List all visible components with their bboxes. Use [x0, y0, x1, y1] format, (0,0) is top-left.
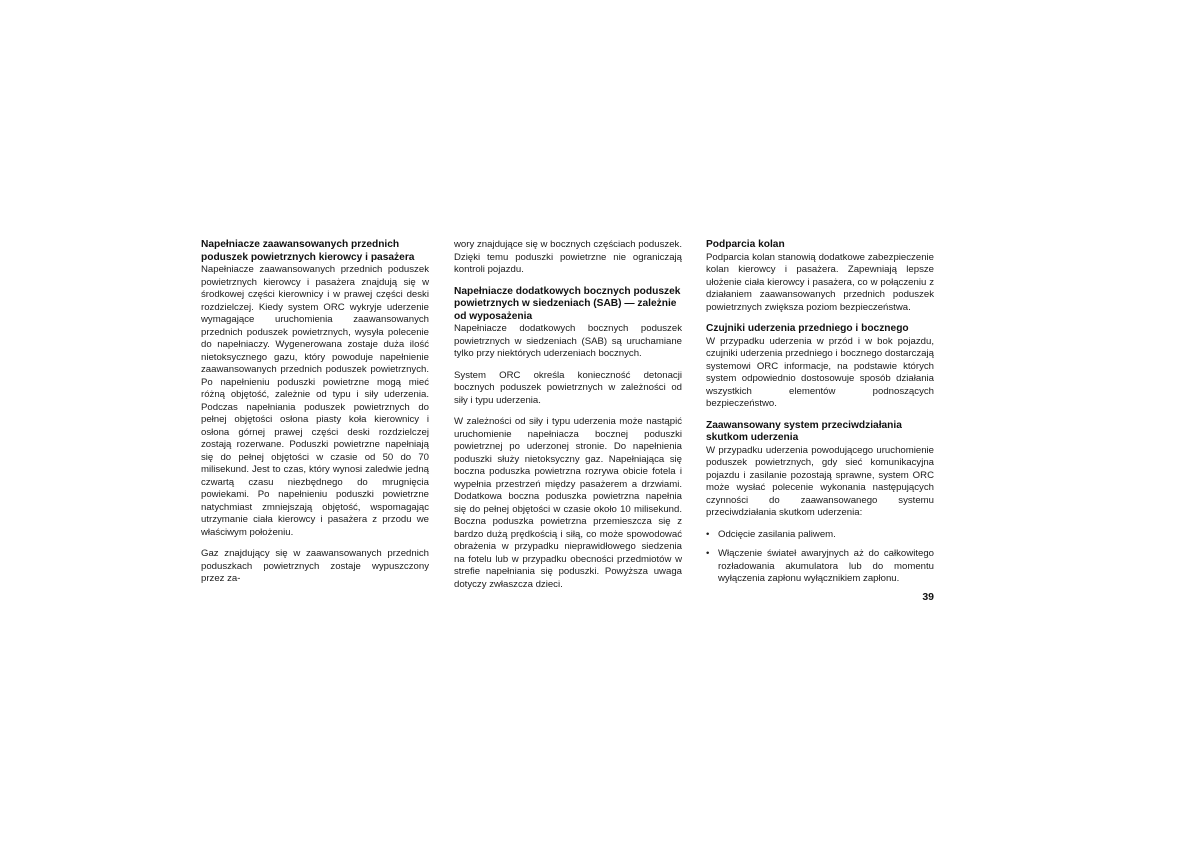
paragraph: wory znajdujące się w bocznych częściach poduszek. Dzięki temu poduszki powietrzne nie ograniczają kontroli pojazdu. [454, 239, 682, 275]
text-column-3 [706, 239, 934, 593]
bullet-icon: • [706, 548, 710, 559]
list-item [706, 529, 934, 542]
section-heading: Podparcia kolan [706, 239, 785, 250]
paragraph: W zależności od siły i typu uderzenia może nastąpić uruchomienie napełniacza bocznej poduszki powietrznej po uderzonej stronie. Do napełnienia poduszki służy nietoksyczny gaz. Napełniająca się boczna poduszka powietrzna rozrywa obicie fotela i wypełnia przestrzeń między pasażerem a drzwiami. Dodatkowa boczna poduszka powietrzna napełnia się do pełnej objętości w czasie około 10 milisekund. Boczna poduszka powietrzna przemieszcza się z bardzo dużą prędkością i siłą, co może spowodować obrażenia w przypadku nieprawidłowego siedzenia na fotelu lub w przypadku obecności przedmiotów w strefie napełniania się poduszki. Powyższa uwaga dotyczy zwłaszcza dzieci. [454, 416, 682, 590]
section-front-airbag-inflators [201, 239, 429, 586]
section-heading: Napełniacze dodatkowych bocznych poduszek powietrznych w siedzeniach (SAB) — zależnie od wyposażenia [454, 285, 681, 322]
text-column-1 [201, 239, 429, 595]
list-item-text: Odcięcie zasilania paliwem. [718, 528, 836, 540]
section-impact-sensors [706, 323, 934, 411]
bullet-list [706, 529, 934, 586]
section-side-airbag-inflators [454, 286, 682, 592]
section-continuation [454, 239, 682, 277]
list-item-text: Włączenie świateł awaryjnych aż do całkowitego rozładowania akumulatora lub do momentu wyłączenia zapłonu wyłącznikiem zapłonu. [718, 548, 934, 584]
section-enhanced-accident-response [706, 420, 934, 586]
page-number: 39 [922, 591, 934, 603]
paragraph: W przypadku uderzenia w przód i w bok pojazdu, czujniki uderzenia przedniego i bocznego dostarczają systemowi ORC informacje, na podstawie których system odpowiednio dostosowuje sposób działania wszystkich elementów podnoszących bezpieczeństwo. [706, 335, 934, 409]
paragraph: Napełniacze zaawansowanych przednich poduszek powietrznych kierowcy i pasażera znajdują się w środkowej części kierownicy i w prawej części deski rozdzielczej. Kiedy system ORC wykryje uderzenie wymagające uruchomienia zaawansowanych przednich poduszek powietrznych, wysyła polecenie do napełniaczy. Wygenerowana zostaje duża ilość nietoksycznego gazu, który powoduje napełnienie zaawansowanych przednich poduszek powietrznych. Po napełnieniu poduszki powietrzne mogą mieć różną objętość, zależnie od typu i siły uderzenia. Podczas napełniania poduszek powietrznych do pełnej objętości osłona piasty koła kierownicy i osłona górnej prawej części deski rozdzielczej zostają rozerwane. Poduszki powietrzne napełniają się do pełnej objętości w czasie od 50 do 70 milisekund. Jest to czas, który wynosi zaledwie jedną czwartą czasu niezbędnego do mrugnięcia powiekami. Po napełnieniu poduszki powietrzne natychmiast zmniejszają objętość, wspomagając utrzymanie ciała kierowcy i pasażera z przodu we właściwym położeniu. [201, 264, 429, 538]
paragraph: Napełniacze dodatkowych bocznych poduszek powietrznych w siedzeniach (SAB) są uruchamiane tylko przy niektórych uderzeniach bocznych. [454, 323, 682, 359]
section-heading: Napełniacze zaawansowanych przednich poduszek powietrznych kierowcy i pasażera [201, 239, 415, 263]
paragraph: W przypadku uderzenia powodującego uruchomienie poduszek powietrznych, gdy sieć komunikacyjna pojazdu i zasilanie pozostają sprawne, system ORC może wysłać polecenie wykonania następujących czynności do zaawansowanego systemu przeciwdziałania skutkom uderzenia: [706, 444, 934, 518]
paragraph: Gaz znajdujący się w zaawansowanych przednich poduszkach powietrznych zostaje wypuszczony przez za- [201, 548, 429, 584]
bullet-icon: • [706, 528, 710, 540]
paragraph: Podparcia kolan stanowią dodatkowe zabezpieczenie kolan kierowcy i pasażera. Zapewniają lepsze ułożenie ciała kierowcy i pasażera, co w połączeniu z działaniem zaawansowanych przednich poduszek powietrznych zwiększa poziom bezpieczeństwa. [706, 251, 934, 313]
list-item [706, 548, 934, 586]
text-column-2 [454, 239, 682, 600]
section-heading: Zaawansowany system przeciwdziałania skutkom uderzenia [706, 419, 902, 443]
section-heading: Czujniki uderzenia przedniego i bocznego [706, 323, 909, 334]
section-knee-bolsters [706, 239, 934, 314]
paragraph: System ORC określa konieczność detonacji bocznych poduszek powietrznych w zależności od siły i typu uderzenia. [454, 369, 682, 406]
